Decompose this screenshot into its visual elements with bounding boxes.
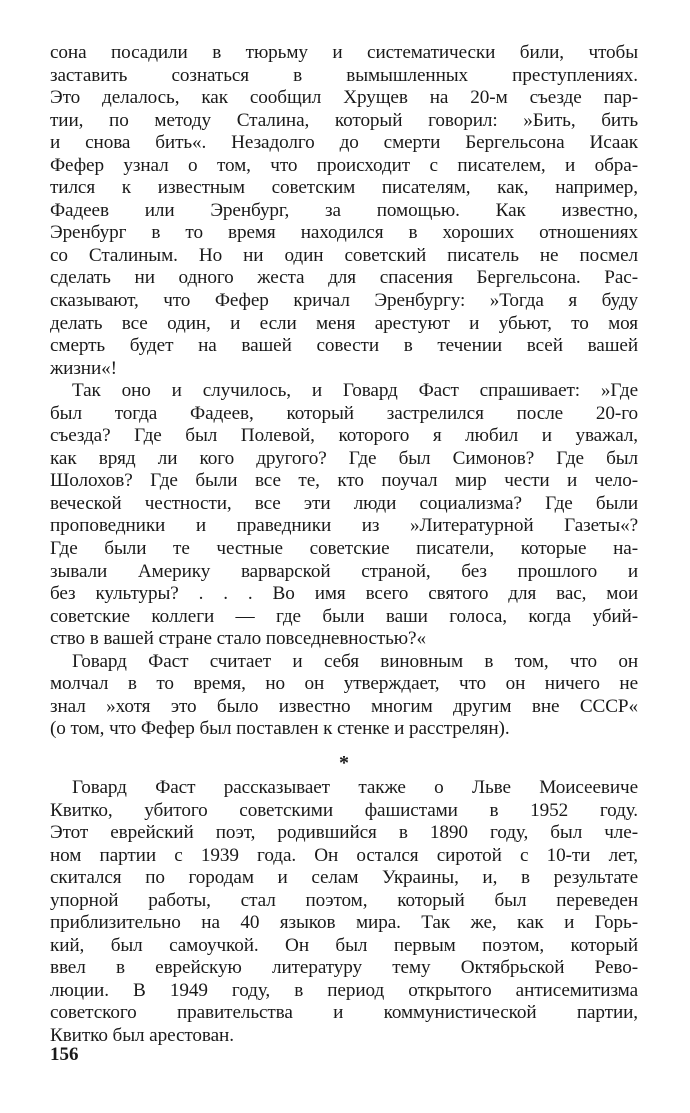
text-line: ство в вашей стране стало повседневностью?«: [50, 628, 426, 650]
text-line: сделать ни одного жеста для спасения Бергельсона. Рас-: [50, 267, 638, 289]
text-line: советские коллеги — где были ваши голоса, когда убий-: [50, 605, 638, 627]
text-line: был тогда Фадеев, который застрелился после 20-го: [50, 402, 638, 424]
paragraph: [50, 777, 638, 1048]
text-line: без культуры? . . . Во имя всего святого для вас, мои: [50, 583, 638, 605]
page-number: 156: [50, 1044, 79, 1065]
text-line: делать все один, и если меня арестуют и убьют, то моя: [50, 312, 638, 334]
text-line: жизни«!: [50, 357, 117, 379]
text-line: заставить сознаться в вымышленных преступлениях.: [50, 64, 638, 86]
text-line: люции. В 1949 году, в период открытого антисемитизма: [50, 979, 638, 1001]
text-line: кий, был самоучкой. Он был первым поэтом, который: [50, 934, 638, 956]
text-line: Это делалось, как сообщил Хрущев на 20-м съезде пар-: [50, 87, 638, 109]
text-line: (о том, что Фефер был поставлен к стенке и расстрелян).: [50, 718, 510, 740]
page-body: [50, 42, 638, 1048]
text-line: тился к известным советским писателям, как, например,: [50, 177, 638, 199]
text-line: Квитко, убитого советскими фашистами в 1952 году.: [50, 799, 638, 821]
text-line: ввел в еврейскую литературу тему Октябрьской Рево-: [50, 957, 638, 979]
text-line: Говард Фаст считает и себя виновным в том, что он: [72, 650, 638, 672]
text-line: сона посадили в тюрьму и систематически били, чтобы: [50, 42, 638, 63]
text-line: молчал в то время, но он утверждает, что он ничего не: [50, 673, 638, 695]
text-line: знал »хотя это было известно многим другим вне СССР«: [50, 695, 638, 717]
text-line: проповедники и праведники из »Литературной Газеты«?: [50, 515, 638, 537]
text-line: приблизительно на 40 языков мира. Так же, как и Горь-: [50, 912, 638, 934]
text-line: ном партии с 1939 года. Он остался сиротой с 10-ти лет,: [50, 844, 638, 866]
paragraph: [50, 42, 638, 380]
text-line: тии, по методу Сталина, который говорил: »Бить, бить: [50, 109, 638, 131]
paragraph: [50, 651, 638, 741]
text-line: Эренбург в то время находился в хороших отношениях: [50, 222, 638, 244]
text-line: как вряд ли кого другого? Где был Симонов? Где был: [50, 447, 638, 469]
text-line: скитался по городам и селам Украины, и, в результате: [50, 867, 638, 889]
text-line: зывали Америку варварской страной, без прошлого и: [50, 560, 638, 582]
text-line: Так оно и случилось, и Говард Фаст спрашивает: »Где: [72, 380, 638, 402]
text-line: смерть будет на вашей совести в течении всей вашей: [50, 335, 638, 357]
text-line: сказывают, что Фефер кричал Эренбургу: »Тогда я буду: [50, 290, 638, 312]
text-line: Этот еврейский поэт, родившийся в 1890 году, был чле-: [50, 822, 638, 844]
text-line: Фефер узнал о том, что происходит с писателем, и обра-: [50, 154, 638, 176]
text-line: Квитко был арестован.: [50, 1024, 234, 1046]
text-line: веческой честности, все эти люди социализма? Где были: [50, 492, 638, 514]
section-separator: *: [339, 751, 349, 774]
text-line: Фадеев или Эренбург, за помощью. Как известно,: [50, 199, 638, 221]
text-line: со Сталиным. Но ни один советский писатель не посмел: [50, 244, 638, 266]
paragraph: [50, 380, 638, 651]
text-line: упорной работы, стал поэтом, который был переведен: [50, 889, 638, 911]
text-line: Говард Фаст рассказывает также о Льве Моисеевиче: [72, 776, 638, 798]
text-line: Шолохов? Где были все те, кто поучал мир чести и чело-: [50, 470, 638, 492]
text-line: съезда? Где был Полевой, которого я любил и уважал,: [50, 425, 638, 447]
text-line: советского правительства и коммунистической партии,: [50, 1002, 638, 1024]
text-line: Где были те честные советские писатели, которые на-: [50, 538, 638, 560]
text-line: и снова бить«. Незадолго до смерти Бергельсона Исаак: [50, 132, 638, 154]
